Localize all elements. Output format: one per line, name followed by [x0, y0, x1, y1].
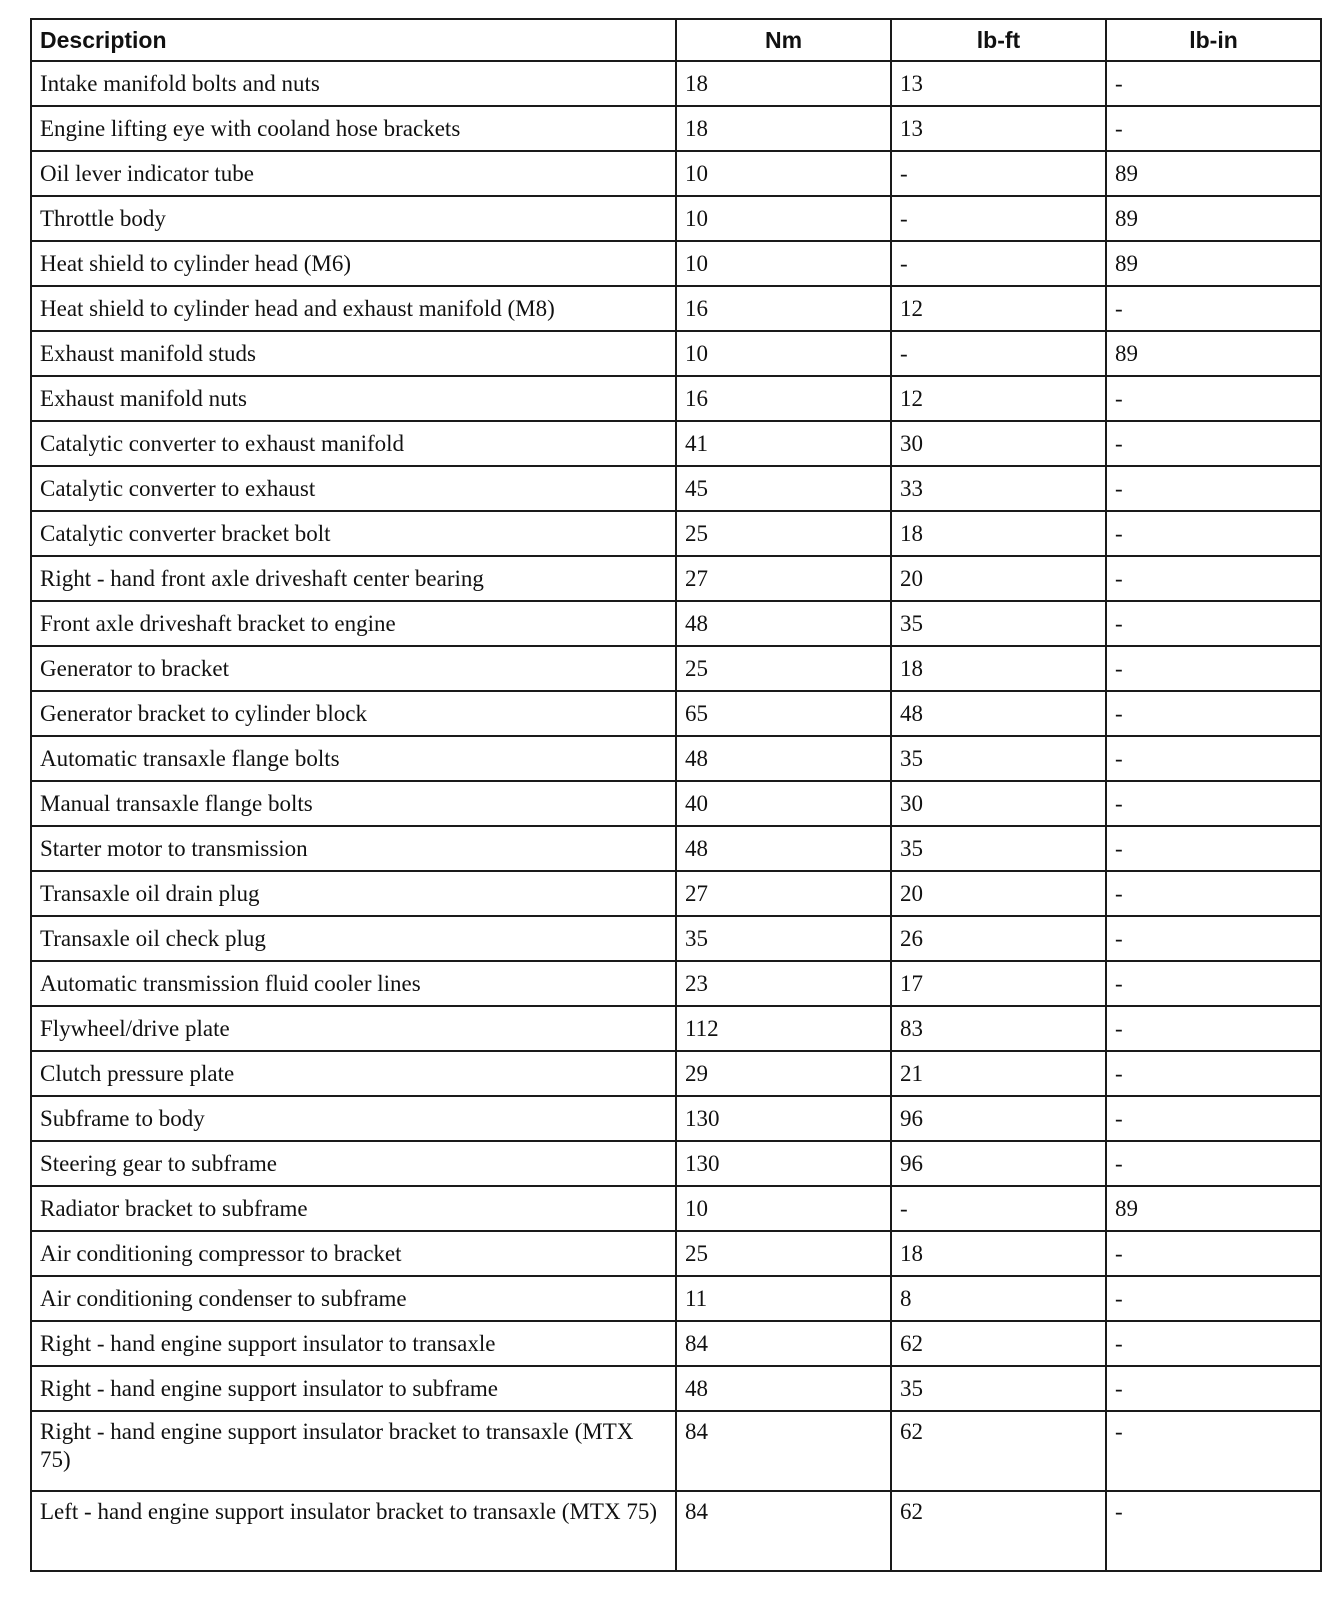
table-row — [31, 286, 1321, 331]
cell-lbft: 13 — [891, 61, 1106, 106]
table-row — [31, 331, 1321, 376]
table-row — [31, 241, 1321, 286]
cell-description: Left - hand engine support insulator bracket to transaxle (MTX 75) — [31, 1491, 676, 1571]
cell-lbft: 17 — [891, 961, 1106, 1006]
table-row — [31, 916, 1321, 961]
cell-description: Heat shield to cylinder head (M6) — [31, 241, 676, 286]
cell-nm: 18 — [676, 61, 891, 106]
cell-lbin: 89 — [1106, 331, 1321, 376]
cell-nm: 25 — [676, 646, 891, 691]
table-row — [31, 196, 1321, 241]
cell-description: Right - hand engine support insulator bracket to transaxle (MTX 75) — [31, 1411, 676, 1491]
table-header-row — [31, 19, 1321, 61]
cell-nm: 23 — [676, 961, 891, 1006]
cell-lbft: 83 — [891, 1006, 1106, 1051]
cell-lbft: 35 — [891, 601, 1106, 646]
cell-lbft: 62 — [891, 1411, 1106, 1491]
cell-lbin: - — [1106, 601, 1321, 646]
cell-description: Flywheel/drive plate — [31, 1006, 676, 1051]
cell-nm: 25 — [676, 511, 891, 556]
cell-description: Exhaust manifold studs — [31, 331, 676, 376]
cell-lbin: 89 — [1106, 1186, 1321, 1231]
cell-nm: 29 — [676, 1051, 891, 1096]
cell-lbin: 89 — [1106, 151, 1321, 196]
cell-nm: 10 — [676, 331, 891, 376]
cell-nm: 48 — [676, 601, 891, 646]
cell-description: Clutch pressure plate — [31, 1051, 676, 1096]
header-description: Description — [31, 19, 676, 61]
cell-nm: 65 — [676, 691, 891, 736]
cell-lbft: 35 — [891, 736, 1106, 781]
cell-nm: 84 — [676, 1411, 891, 1491]
cell-nm: 25 — [676, 1231, 891, 1276]
cell-description: Oil lever indicator tube — [31, 151, 676, 196]
cell-lbft: 18 — [891, 511, 1106, 556]
cell-lbin: - — [1106, 1411, 1321, 1491]
cell-description: Steering gear to subframe — [31, 1141, 676, 1186]
cell-description: Automatic transaxle flange bolts — [31, 736, 676, 781]
cell-lbin: - — [1106, 691, 1321, 736]
table-row — [31, 1141, 1321, 1186]
cell-lbin: - — [1106, 556, 1321, 601]
cell-nm: 45 — [676, 466, 891, 511]
cell-description: Manual transaxle flange bolts — [31, 781, 676, 826]
cell-lbft: - — [891, 151, 1106, 196]
cell-lbin: - — [1106, 61, 1321, 106]
cell-nm: 48 — [676, 1366, 891, 1411]
cell-lbft: - — [891, 241, 1106, 286]
cell-description: Intake manifold bolts and nuts — [31, 61, 676, 106]
table-row — [31, 1096, 1321, 1141]
table-row — [31, 151, 1321, 196]
cell-lbft: 26 — [891, 916, 1106, 961]
table-row — [31, 1006, 1321, 1051]
cell-lbin: - — [1106, 1321, 1321, 1366]
cell-lbft: 12 — [891, 286, 1106, 331]
cell-lbft: - — [891, 331, 1106, 376]
cell-lbin: - — [1106, 1491, 1321, 1571]
cell-lbft: - — [891, 1186, 1106, 1231]
cell-nm: 27 — [676, 871, 891, 916]
cell-lbft: 30 — [891, 421, 1106, 466]
cell-lbft: 96 — [891, 1141, 1106, 1186]
cell-nm: 10 — [676, 241, 891, 286]
table-row — [31, 691, 1321, 736]
cell-description: Catalytic converter to exhaust manifold — [31, 421, 676, 466]
cell-description: Air conditioning condenser to subframe — [31, 1276, 676, 1321]
cell-lbin: - — [1106, 871, 1321, 916]
cell-lbft: 13 — [891, 106, 1106, 151]
cell-description: Right - hand front axle driveshaft center bearing — [31, 556, 676, 601]
table-row — [31, 1411, 1321, 1491]
cell-nm: 10 — [676, 196, 891, 241]
table-row — [31, 1186, 1321, 1231]
cell-description: Right - hand engine support insulator to transaxle — [31, 1321, 676, 1366]
table-row — [31, 1231, 1321, 1276]
table-row — [31, 376, 1321, 421]
cell-description: Exhaust manifold nuts — [31, 376, 676, 421]
cell-nm: 18 — [676, 106, 891, 151]
cell-lbin: 89 — [1106, 196, 1321, 241]
table-row — [31, 646, 1321, 691]
cell-lbft: 62 — [891, 1491, 1106, 1571]
cell-lbin: - — [1106, 826, 1321, 871]
cell-description: Heat shield to cylinder head and exhaust manifold (M8) — [31, 286, 676, 331]
table-row — [31, 1491, 1321, 1571]
cell-description: Engine lifting eye with cooland hose brackets — [31, 106, 676, 151]
table-row — [31, 106, 1321, 151]
cell-lbin: - — [1106, 106, 1321, 151]
cell-lbin: - — [1106, 466, 1321, 511]
cell-nm: 16 — [676, 376, 891, 421]
table-row — [31, 871, 1321, 916]
cell-lbin: - — [1106, 1141, 1321, 1186]
cell-nm: 130 — [676, 1096, 891, 1141]
cell-lbft: 18 — [891, 646, 1106, 691]
table-row — [31, 736, 1321, 781]
cell-lbft: 20 — [891, 556, 1106, 601]
cell-lbft: 21 — [891, 1051, 1106, 1096]
cell-lbin: - — [1106, 376, 1321, 421]
cell-nm: 84 — [676, 1491, 891, 1571]
cell-lbft: 62 — [891, 1321, 1106, 1366]
table-row — [31, 1051, 1321, 1096]
header-lbft: lb-ft — [891, 19, 1106, 61]
cell-nm: 10 — [676, 1186, 891, 1231]
table-row — [31, 1321, 1321, 1366]
cell-description: Right - hand engine support insulator to subframe — [31, 1366, 676, 1411]
cell-lbft: 33 — [891, 466, 1106, 511]
cell-lbin: - — [1106, 1366, 1321, 1411]
cell-lbin: - — [1106, 916, 1321, 961]
cell-description: Throttle body — [31, 196, 676, 241]
cell-nm: 16 — [676, 286, 891, 331]
cell-lbin: - — [1106, 736, 1321, 781]
table-row — [31, 61, 1321, 106]
cell-nm: 10 — [676, 151, 891, 196]
header-nm: Nm — [676, 19, 891, 61]
cell-description: Transaxle oil drain plug — [31, 871, 676, 916]
cell-lbin: - — [1106, 1096, 1321, 1141]
table-row — [31, 511, 1321, 556]
cell-description: Air conditioning compressor to bracket — [31, 1231, 676, 1276]
cell-nm: 35 — [676, 916, 891, 961]
table-row — [31, 961, 1321, 1006]
cell-nm: 40 — [676, 781, 891, 826]
torque-specification-table — [30, 18, 1322, 1572]
cell-nm: 11 — [676, 1276, 891, 1321]
cell-lbft: 18 — [891, 1231, 1106, 1276]
cell-description: Front axle driveshaft bracket to engine — [31, 601, 676, 646]
cell-nm: 130 — [676, 1141, 891, 1186]
table-row — [31, 781, 1321, 826]
table-row — [31, 421, 1321, 466]
cell-lbft: 8 — [891, 1276, 1106, 1321]
cell-lbin: - — [1106, 286, 1321, 331]
cell-lbft: 12 — [891, 376, 1106, 421]
cell-description: Starter motor to transmission — [31, 826, 676, 871]
table-row — [31, 601, 1321, 646]
cell-lbin: 89 — [1106, 241, 1321, 286]
cell-lbin: - — [1106, 646, 1321, 691]
cell-description: Catalytic converter to exhaust — [31, 466, 676, 511]
cell-description: Radiator bracket to subframe — [31, 1186, 676, 1231]
cell-nm: 48 — [676, 736, 891, 781]
cell-lbft: 48 — [891, 691, 1106, 736]
cell-nm: 41 — [676, 421, 891, 466]
table-row — [31, 556, 1321, 601]
cell-nm: 48 — [676, 826, 891, 871]
cell-lbin: - — [1106, 1051, 1321, 1096]
cell-lbin: - — [1106, 421, 1321, 466]
cell-lbin: - — [1106, 1006, 1321, 1051]
cell-nm: 112 — [676, 1006, 891, 1051]
cell-nm: 84 — [676, 1321, 891, 1366]
cell-lbft: 35 — [891, 1366, 1106, 1411]
cell-lbft: 96 — [891, 1096, 1106, 1141]
cell-lbin: - — [1106, 1231, 1321, 1276]
table-row — [31, 826, 1321, 871]
cell-nm: 27 — [676, 556, 891, 601]
cell-description: Subframe to body — [31, 1096, 676, 1141]
table-row — [31, 1366, 1321, 1411]
cell-lbin: - — [1106, 511, 1321, 556]
cell-description: Generator to bracket — [31, 646, 676, 691]
table-body — [31, 61, 1321, 1571]
table-row — [31, 466, 1321, 511]
header-lbin: lb-in — [1106, 19, 1321, 61]
cell-description: Transaxle oil check plug — [31, 916, 676, 961]
cell-lbin: - — [1106, 781, 1321, 826]
cell-description: Generator bracket to cylinder block — [31, 691, 676, 736]
cell-lbft: 30 — [891, 781, 1106, 826]
cell-lbin: - — [1106, 961, 1321, 1006]
cell-description: Catalytic converter bracket bolt — [31, 511, 676, 556]
table-row — [31, 1276, 1321, 1321]
cell-lbft: - — [891, 196, 1106, 241]
cell-lbft: 35 — [891, 826, 1106, 871]
cell-lbft: 20 — [891, 871, 1106, 916]
cell-lbin: - — [1106, 1276, 1321, 1321]
cell-description: Automatic transmission fluid cooler lines — [31, 961, 676, 1006]
